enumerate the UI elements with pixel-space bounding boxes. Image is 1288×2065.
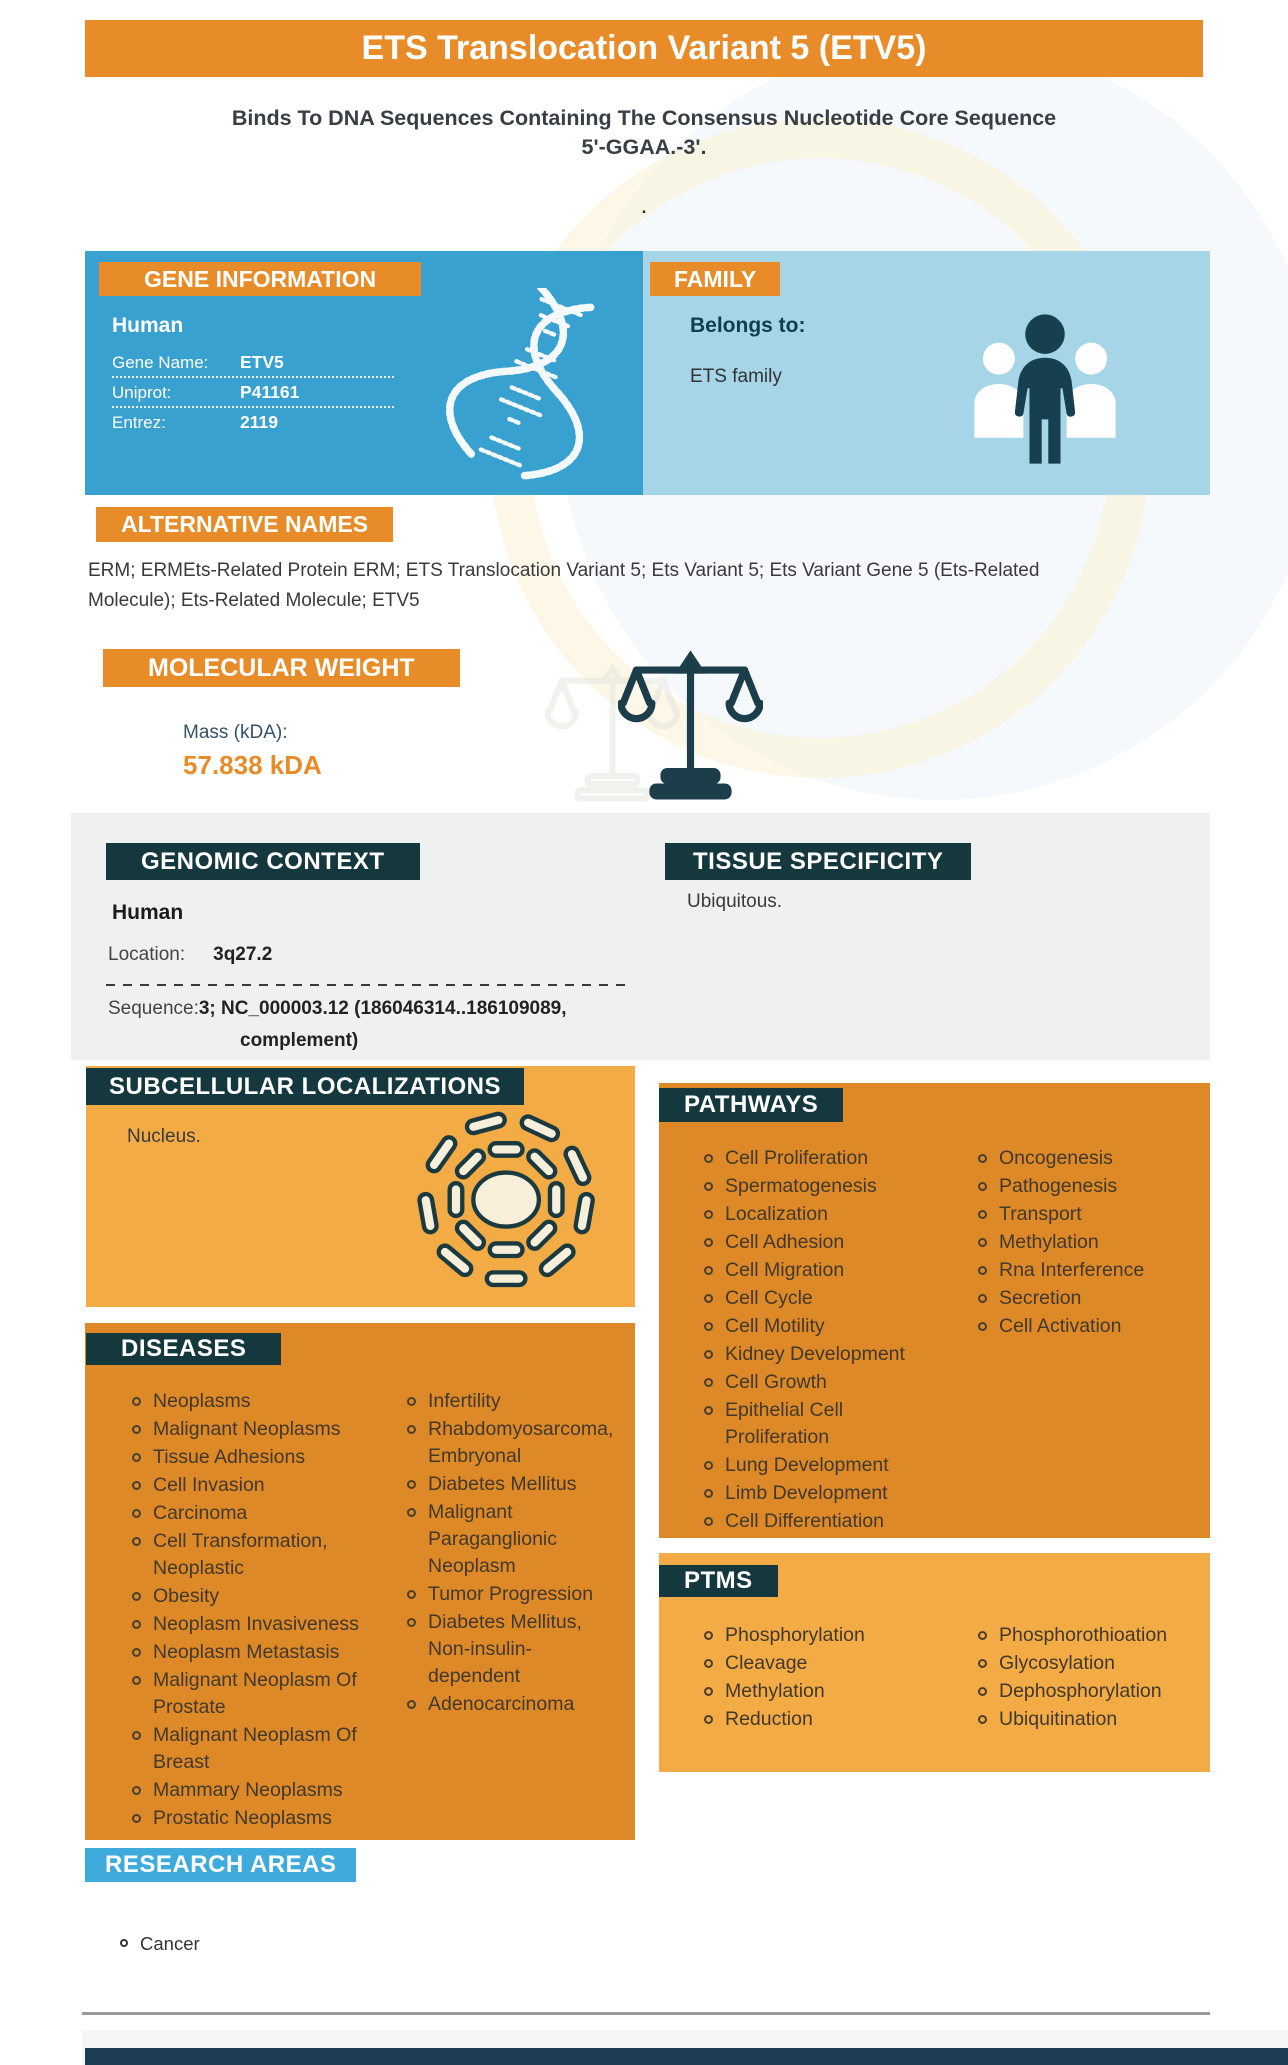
list-item: [978, 1313, 1203, 1340]
genomic-species-label: Human: [112, 901, 184, 924]
list-item: [132, 1444, 387, 1471]
bullet-icon: [978, 1322, 987, 1331]
tissue-specificity-text: Ubiquitous.: [687, 891, 783, 912]
bullet-icon: [704, 1294, 713, 1303]
list-item-label: Prostatic Neoplasms: [153, 1807, 332, 1829]
bullet-icon: [132, 1509, 141, 1518]
pathways-header: PATHWAYS: [659, 1088, 843, 1122]
diseases-header: DISEASES: [86, 1333, 281, 1365]
list-item: [132, 1583, 387, 1610]
bullet-icon: [978, 1266, 987, 1275]
research-areas-header: RESEARCH AREAS: [85, 1848, 356, 1882]
list-item-label: Malignant Neoplasm Of Breast: [153, 1724, 357, 1773]
list-item: [407, 1471, 622, 1498]
subtitle-line1: Binds To DNA Sequences Containing The Consensus Nucleotide Core Sequence: [231, 106, 1057, 130]
tissue-specificity-header: TISSUE SPECIFICITY: [665, 843, 971, 880]
bullet-icon: [704, 1631, 713, 1640]
dashed-divider: [106, 984, 630, 986]
bullet-icon: [704, 1489, 713, 1498]
stray-dot: .: [641, 198, 647, 217]
bullet-icon: [407, 1425, 416, 1434]
list-item-label: Cell Invasion: [153, 1474, 265, 1496]
bullet-icon: [704, 1378, 713, 1387]
nucleus-icon: [398, 1108, 620, 1301]
list-item-label: Methylation: [725, 1680, 825, 1702]
list-item: [704, 1257, 949, 1284]
bullet-icon: [978, 1238, 987, 1247]
list-item-label: Obesity: [153, 1585, 220, 1607]
bullet-icon: [978, 1294, 987, 1303]
bullet-icon: [407, 1508, 416, 1517]
list-item: [704, 1480, 949, 1507]
sequence-value: 3; NC_000003.12 (186046314..186109089,: [198, 998, 567, 1019]
list-item-label: Secretion: [999, 1287, 1082, 1309]
list-item: [704, 1452, 949, 1479]
list-item-label: Limb Development: [725, 1482, 888, 1504]
entrez-value: 2119: [240, 412, 278, 432]
list-item-label: Spermatogenesis: [725, 1175, 877, 1197]
list-item-label: Cell Differentiation: [725, 1510, 884, 1532]
list-item-label: Lung Development: [725, 1454, 889, 1476]
list-item: [132, 1500, 387, 1527]
bullet-icon: [120, 1939, 128, 1947]
bullet-icon: [704, 1517, 713, 1526]
list-item-label: Cell Proliferation: [725, 1147, 869, 1169]
bullet-icon: [978, 1210, 987, 1219]
bullet-icon: [407, 1590, 416, 1599]
list-item: [704, 1313, 949, 1340]
list-item: [978, 1201, 1203, 1228]
ptms-list-col1: [704, 1622, 939, 1734]
divider: [112, 376, 394, 378]
list-item-label: Neoplasms: [153, 1390, 251, 1412]
list-item-label: Cell Migration: [725, 1259, 845, 1281]
list-item-label: Carcinoma: [153, 1502, 248, 1524]
footer-bar: [85, 2048, 1288, 2065]
bullet-icon: [704, 1715, 713, 1724]
list-item: [407, 1609, 622, 1690]
list-item: [704, 1285, 949, 1312]
list-item: [132, 1667, 387, 1721]
list-item-label: Cell Growth: [725, 1371, 827, 1393]
ptms-header: PTMS: [659, 1565, 778, 1597]
list-item: [978, 1706, 1203, 1733]
bullet-icon: [407, 1480, 416, 1489]
diseases-list-col2: [407, 1388, 622, 1719]
list-item: [407, 1499, 622, 1580]
subcellular-header: SUBCELLULAR LOCALIZATIONS: [86, 1068, 524, 1105]
sequence-row: [108, 998, 567, 1020]
bullet-icon: [132, 1537, 141, 1546]
bullet-icon: [704, 1210, 713, 1219]
ptms-list-col2: [978, 1622, 1203, 1734]
list-item: [407, 1388, 622, 1415]
list-item: [132, 1777, 387, 1804]
list-item: [120, 1930, 420, 1957]
family-header: FAMILY: [650, 262, 780, 296]
list-item-label: Cell Cycle: [725, 1287, 813, 1309]
entrez-label: Entrez:: [112, 413, 166, 432]
list-item-label: Cancer: [140, 1933, 200, 1954]
location-value: 3q27.2: [213, 944, 273, 965]
list-item-label: Diabetes Mellitus, Non-insulin-dependent: [428, 1611, 582, 1687]
list-item: [407, 1416, 622, 1470]
gene-name-row: [112, 352, 442, 373]
list-item: [978, 1650, 1203, 1677]
list-item-label: Malignant Neoplasms: [153, 1418, 341, 1440]
bullet-icon: [132, 1648, 141, 1657]
list-item-label: Tumor Progression: [428, 1583, 594, 1605]
list-item-label: Pathogenesis: [999, 1175, 1118, 1197]
list-item: [132, 1388, 387, 1415]
belongs-to-label: Belongs to:: [690, 314, 806, 337]
entrez-row: [112, 412, 442, 433]
list-item-label: Neoplasm Metastasis: [153, 1641, 340, 1663]
balance-scale-icon: [618, 648, 763, 813]
list-item-label: Phosphorothioation: [999, 1624, 1168, 1646]
bullet-icon: [978, 1715, 987, 1724]
bullet-icon: [704, 1659, 713, 1668]
list-item-label: Rhabdomyosarcoma, Embryonal: [428, 1418, 614, 1467]
uniprot-value: P41161: [240, 382, 300, 402]
bullet-icon: [407, 1700, 416, 1709]
list-item: [704, 1229, 949, 1256]
bullet-icon: [704, 1238, 713, 1247]
bullet-icon: [132, 1814, 141, 1823]
list-item: [407, 1691, 622, 1718]
molecular-weight-header: MOLECULAR WEIGHT: [103, 649, 460, 687]
mass-label: Mass (kDA):: [183, 722, 288, 743]
research-areas-list: [120, 1930, 420, 1958]
list-item: [704, 1341, 949, 1368]
list-item-label: Cleavage: [725, 1652, 808, 1674]
list-item-label: Dephosphorylation: [999, 1680, 1162, 1702]
list-item: [704, 1397, 949, 1451]
list-item-label: Mammary Neoplasms: [153, 1779, 343, 1801]
gene-name-label: Gene Name:: [112, 353, 209, 372]
family-people-icon: [965, 295, 1125, 480]
list-item: [978, 1285, 1203, 1312]
alternative-names-header: ALTERNATIVE NAMES: [96, 507, 393, 542]
list-item: [978, 1622, 1203, 1649]
location-row: [108, 944, 272, 966]
list-item: [132, 1805, 387, 1832]
list-item: [704, 1678, 939, 1705]
list-item-label: Cell Motility: [725, 1315, 825, 1337]
list-item-label: Malignant Paraganglionic Neoplasm: [428, 1501, 558, 1577]
list-item-label: Cell Activation: [999, 1315, 1122, 1337]
list-item-label: Methylation: [999, 1231, 1099, 1253]
list-item-label: Malignant Neoplasm Of Prostate: [153, 1669, 357, 1718]
bullet-icon: [704, 1322, 713, 1331]
list-item: [704, 1173, 949, 1200]
list-item: [978, 1145, 1203, 1172]
bullet-icon: [704, 1182, 713, 1191]
bullet-icon: [132, 1425, 141, 1434]
gene-information-header: GENE INFORMATION: [99, 262, 421, 296]
bullet-icon: [132, 1397, 141, 1406]
list-item: [704, 1622, 939, 1649]
list-item: [132, 1528, 387, 1582]
family-value: ETS family: [690, 366, 782, 387]
list-item: [132, 1416, 387, 1443]
diseases-list-col1: [132, 1388, 387, 1833]
subtitle: [85, 104, 1203, 162]
uniprot-row: [112, 382, 442, 403]
list-item: [704, 1508, 949, 1535]
list-item-label: Oncogenesis: [999, 1147, 1113, 1169]
page-title: ETS Translocation Variant 5 (ETV5): [85, 20, 1203, 77]
bullet-icon: [978, 1631, 987, 1640]
list-item: [704, 1201, 949, 1228]
bullet-icon: [132, 1592, 141, 1601]
list-item: [978, 1229, 1203, 1256]
bullet-icon: [704, 1406, 713, 1415]
list-item: [407, 1581, 622, 1608]
list-item-label: Localization: [725, 1203, 828, 1225]
list-item: [132, 1639, 387, 1666]
sequence-label: Sequence:: [108, 998, 199, 1019]
bullet-icon: [704, 1461, 713, 1470]
subcellular-text: Nucleus.: [127, 1126, 201, 1147]
list-item-label: Tissue Adhesions: [153, 1446, 306, 1468]
alternative-names-text: ERM; ERMEts-Related Protein ERM; ETS Translocation Variant 5; Ets Variant 5; Ets Variant Gene 5 (Ets-Related Molecule); Ets-Related Molecule; ETV5: [88, 560, 1040, 611]
bullet-icon: [704, 1350, 713, 1359]
uniprot-label: Uniprot:: [112, 383, 172, 402]
sequence-value-line2: complement): [240, 1030, 359, 1051]
list-item-label: Phosphorylation: [725, 1624, 865, 1646]
pathways-list-col2: [978, 1145, 1203, 1341]
gene-species-label: Human: [112, 314, 184, 337]
mass-value: 57.838 kDA: [183, 750, 322, 780]
bullet-icon: [132, 1676, 141, 1685]
list-item: [978, 1678, 1203, 1705]
bottom-divider: [82, 2012, 1210, 2015]
list-item: [704, 1369, 949, 1396]
bullet-icon: [704, 1154, 713, 1163]
bullet-icon: [132, 1620, 141, 1629]
bullet-icon: [407, 1397, 416, 1406]
list-item: [132, 1472, 387, 1499]
bullet-icon: [978, 1687, 987, 1696]
list-item: [132, 1722, 387, 1776]
list-item: [704, 1650, 939, 1677]
bullet-icon: [978, 1182, 987, 1191]
list-item-label: Adenocarcinoma: [428, 1693, 575, 1715]
bullet-icon: [132, 1786, 141, 1795]
bullet-icon: [978, 1154, 987, 1163]
subtitle-line2: 5'-GGAA.-3'.: [581, 135, 707, 159]
list-item: [704, 1706, 939, 1733]
bullet-icon: [978, 1659, 987, 1668]
list-item-label: Reduction: [725, 1708, 813, 1730]
dna-helix-icon: [445, 288, 625, 493]
genomic-context-header: GENOMIC CONTEXT: [106, 843, 420, 880]
list-item-label: Epithelial Cell Proliferation: [725, 1399, 844, 1448]
list-item-label: Cell Adhesion: [725, 1231, 845, 1253]
list-item-label: Infertility: [428, 1390, 501, 1412]
bullet-icon: [132, 1481, 141, 1490]
list-item-label: Neoplasm Invasiveness: [153, 1613, 359, 1635]
pathways-list-col1: [704, 1145, 949, 1536]
bullet-icon: [407, 1618, 416, 1627]
list-item-label: Rna Interference: [999, 1259, 1145, 1281]
list-item-label: Transport: [999, 1203, 1082, 1225]
location-label: Location:: [108, 944, 186, 965]
list-item: [978, 1257, 1203, 1284]
list-item-label: Diabetes Mellitus: [428, 1473, 577, 1495]
list-item: [132, 1611, 387, 1638]
gene-name-value: ETV5: [240, 352, 284, 372]
list-item-label: Ubiquitination: [999, 1708, 1118, 1730]
bullet-icon: [132, 1453, 141, 1462]
list-item: [978, 1173, 1203, 1200]
list-item-label: Kidney Development: [725, 1343, 905, 1365]
list-item: [704, 1145, 949, 1172]
bullet-icon: [132, 1731, 141, 1740]
list-item-label: Glycosylation: [999, 1652, 1115, 1674]
divider: [112, 406, 394, 408]
list-item-label: Cell Transformation, Neoplastic: [153, 1530, 328, 1579]
bullet-icon: [704, 1266, 713, 1275]
bullet-icon: [704, 1687, 713, 1696]
